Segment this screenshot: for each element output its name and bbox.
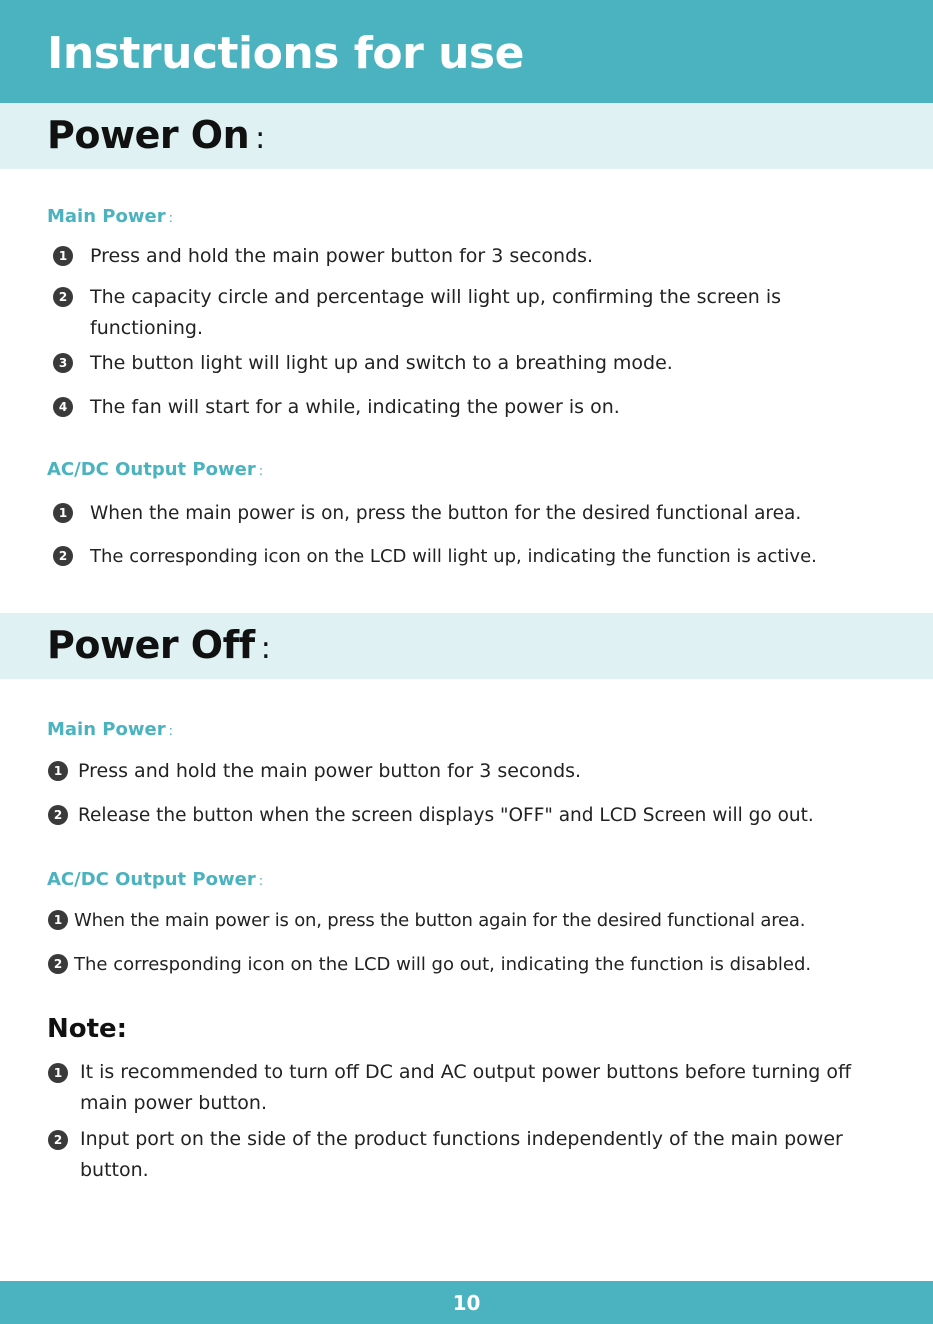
power-off-main-power-heading <box>47 719 173 740</box>
list-item: The corresponding icon on the LCD will light up, indicating the function is active. <box>90 546 817 567</box>
step-number-badge: 4 <box>53 397 73 417</box>
power-on-title <box>47 113 265 157</box>
step-number-badge: 1 <box>53 246 73 266</box>
page-footer <box>0 1281 933 1324</box>
list-item: Press and hold the main power button for 3 seconds. <box>78 760 582 782</box>
step-number-badge: 3 <box>53 353 73 373</box>
list-item: The button light will light up and switch to a breathing mode. <box>90 352 673 374</box>
top-banner <box>0 0 933 103</box>
step-number-badge: 1 <box>53 503 73 523</box>
list-item: Input port on the side of the product functions independently of the main power button. <box>80 1128 843 1181</box>
heading-text: AC/DC Output Power <box>47 869 256 890</box>
power-on-main-power-heading <box>47 206 173 227</box>
step-number-badge: 1 <box>48 910 68 930</box>
heading-colon: : <box>258 464 264 479</box>
heading-colon: : <box>168 724 173 739</box>
step-number-badge: 2 <box>53 287 73 307</box>
power-on-title-text: Power On <box>47 113 250 157</box>
step-number-badge: 1 <box>48 761 68 781</box>
power-off-title <box>47 623 270 667</box>
page-number: 10 <box>452 1291 481 1315</box>
heading-colon: : <box>168 211 173 226</box>
power-off-colon: : <box>260 631 271 666</box>
list-item: When the main power is on, press the button for the desired functional area. <box>90 503 802 524</box>
list-item: The fan will start for a while, indicating the power is on. <box>90 396 620 418</box>
list-item: The capacity circle and percentage will light up, confirming the screen is functioning. <box>90 286 782 339</box>
heading-text: AC/DC Output Power <box>47 459 256 480</box>
heading-text: Main Power <box>47 719 166 740</box>
step-number-badge: 1 <box>48 1063 68 1083</box>
list-item: Release the button when the screen displays "OFF" and LCD Screen will go out. <box>78 805 814 826</box>
page-title: Instructions for use <box>47 28 524 79</box>
power-off-acdc-heading <box>47 869 263 890</box>
step-number-badge: 2 <box>48 1130 68 1150</box>
power-off-band <box>0 613 933 679</box>
list-item: It is recommended to turn off DC and AC output power buttons before turning off main power button. <box>80 1061 852 1114</box>
step-number-badge: 2 <box>53 546 73 566</box>
heading-colon: : <box>258 874 264 889</box>
power-on-colon: : <box>255 121 265 156</box>
step-number-badge: 2 <box>48 805 68 825</box>
list-item: When the main power is on, press the button again for the desired functional area. <box>74 910 806 931</box>
note-title: Note: <box>47 1014 128 1044</box>
power-on-acdc-heading <box>47 459 263 480</box>
power-off-title-text: Power Off <box>47 623 255 667</box>
step-number-badge: 2 <box>48 954 68 974</box>
list-item: Press and hold the main power button for 3 seconds. <box>90 245 594 267</box>
power-on-band <box>0 103 933 169</box>
heading-text: Main Power <box>47 206 166 227</box>
list-item: The corresponding icon on the LCD will go out, indicating the function is disabled. <box>74 954 812 975</box>
